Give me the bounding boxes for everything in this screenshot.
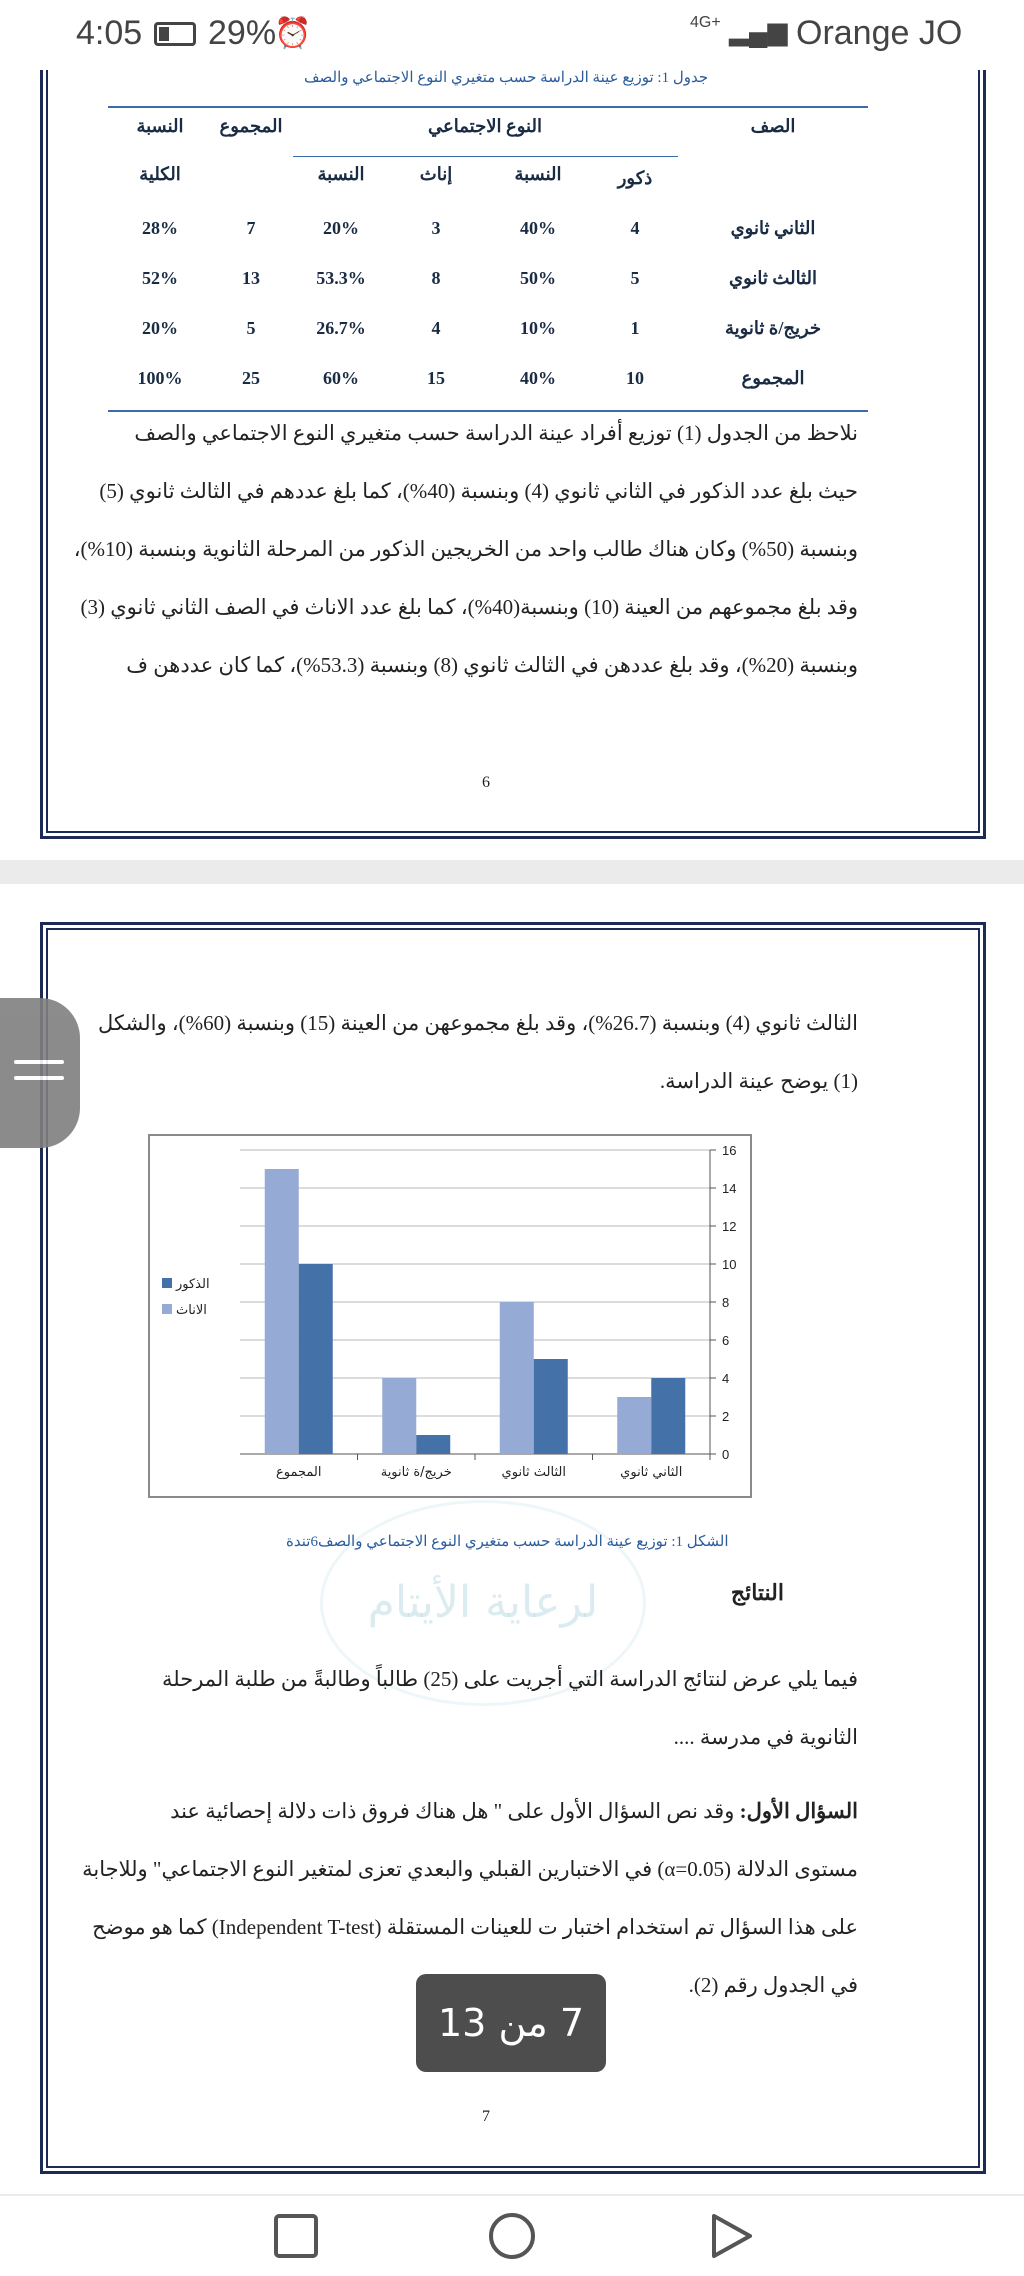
row-females-ratio: 53.3% bbox=[316, 268, 366, 288]
page-number: 7 bbox=[482, 2108, 490, 2125]
battery-level: 29% bbox=[208, 14, 277, 52]
x-tick-label: خريج/ة ثانوية bbox=[380, 1465, 452, 1480]
header-total: المجموع bbox=[219, 116, 283, 136]
bar-females bbox=[617, 1397, 651, 1454]
y-tick-label: 10 bbox=[722, 1257, 737, 1272]
carrier-name: Orange JO bbox=[796, 14, 963, 52]
clock: 4:05 bbox=[76, 14, 143, 52]
row-males-ratio: 40% bbox=[520, 368, 556, 388]
status-bar bbox=[0, 0, 1024, 70]
row-class: خريج/ة ثانوية bbox=[724, 318, 822, 338]
header-class: الصف bbox=[750, 116, 796, 136]
network-icon: $^{4G+}$ ▂▄▆ bbox=[690, 14, 788, 46]
bar-males bbox=[534, 1359, 568, 1454]
text-line bbox=[118, 1782, 858, 1840]
bar-females bbox=[500, 1302, 534, 1454]
side-drawer-handle[interactable] bbox=[0, 998, 80, 1148]
bar-chart bbox=[148, 1134, 752, 1498]
text-line: مستوى الدلالة (α=0.05) في الاختبارين القبلي والبعدي تعزى لمتغير النوع الاجتماعي" وللاجابة bbox=[82, 1857, 858, 1881]
row-total: 25 bbox=[242, 368, 260, 388]
row-class: المجموع bbox=[741, 368, 805, 388]
row-males: 10 bbox=[626, 368, 644, 388]
x-tick-label: الثالث ثانوي bbox=[501, 1465, 566, 1480]
y-tick-label: 12 bbox=[722, 1219, 737, 1234]
text-line: (1) يوضح عينة الدراسة. bbox=[659, 1069, 858, 1093]
text-line: وبنسبة (50%) وكان هناك طالب واحد من الخريجين الذكور من المرحلة الثانوية وبنسبة (10%)، bbox=[73, 537, 858, 561]
row-males: 5 bbox=[630, 268, 640, 288]
question-text: وقد نص السؤال الأول على " هل هناك فروق ذات دلالة إحصائية عند bbox=[170, 1799, 735, 1823]
header-overall-ratio: النسبة bbox=[136, 116, 184, 136]
recents-icon bbox=[276, 2216, 316, 2256]
text-line: حيث بلغ عدد الذكور في الثاني ثانوي (4) وبنسبة (40%)، كما بلغ عددهم في الثالث ثانوي (5) bbox=[99, 479, 858, 503]
y-tick-label: 16 bbox=[722, 1143, 737, 1158]
bar-males bbox=[651, 1378, 685, 1454]
row-females: 3 bbox=[431, 218, 441, 238]
y-tick-label: 4 bbox=[722, 1371, 730, 1386]
y-tick-label: 2 bbox=[722, 1409, 730, 1424]
legend-swatch bbox=[162, 1304, 172, 1314]
page-indicator: 7 من 13 bbox=[416, 1974, 606, 2072]
text-line: وبنسبة (20%)، وقد بلغ عددهن في الثالث ثانوي (8) وبنسبة (53.3%)، كما كان عددهن ف bbox=[126, 653, 858, 677]
row-males-ratio: 40% bbox=[520, 218, 556, 238]
row-females-ratio: 20% bbox=[323, 218, 359, 238]
watermark: لرعاية الأيتام bbox=[320, 1500, 646, 1706]
subheader-males: ذكور bbox=[617, 168, 653, 188]
home-icon bbox=[491, 2215, 533, 2257]
row-males: 4 bbox=[630, 218, 640, 238]
text-line: وقد بلغ مجموعهم من العينة (10) وبنسبة(40%)، كما بلغ عدد الاناث في الصف الثاني ثانوي (3) bbox=[80, 595, 858, 619]
section-heading: النتائج bbox=[730, 1580, 784, 1605]
table-caption: جدول 1: توزيع عينة الدراسة حسب متغيري النوع الاجتماعي والصف bbox=[304, 70, 709, 86]
bar-males bbox=[299, 1264, 333, 1454]
bar-females bbox=[382, 1378, 416, 1454]
document-page-6 bbox=[0, 0, 1024, 860]
row-total: 13 bbox=[242, 268, 260, 288]
recents-button[interactable] bbox=[266, 2206, 326, 2266]
back-icon bbox=[714, 2216, 750, 2256]
sample-table bbox=[108, 106, 868, 412]
row-females-ratio: 60% bbox=[323, 368, 359, 388]
row-females: 4 bbox=[431, 318, 441, 338]
chart-canvas bbox=[150, 1136, 750, 1496]
subheader-females: إناث bbox=[419, 164, 453, 184]
row-class: الثاني ثانوي bbox=[730, 218, 816, 238]
text-line: فيما يلي عرض لنتائج الدراسة التي أجريت على (25) طالباً وطالبةً من طلبة المرحلة bbox=[162, 1667, 858, 1691]
row-males: 1 bbox=[630, 318, 640, 338]
system-nav-bar bbox=[0, 2196, 1024, 2276]
row-females: 8 bbox=[431, 268, 441, 288]
row-total: 5 bbox=[246, 318, 256, 338]
alarm-icon: ⏰ bbox=[274, 17, 312, 50]
row-overall-ratio: 52% bbox=[142, 268, 178, 288]
bar-females bbox=[265, 1169, 299, 1454]
text-line: نلاحظ من الجدول (1) توزيع أفراد عينة الدراسة حسب متغيري النوع الاجتماعي والصف bbox=[134, 421, 858, 445]
legend-label: الذكور bbox=[176, 1277, 210, 1292]
y-tick-label: 6 bbox=[722, 1333, 730, 1348]
results-paragraph bbox=[118, 1650, 858, 1766]
y-tick-label: 14 bbox=[722, 1181, 737, 1196]
row-overall-ratio: 20% bbox=[142, 318, 178, 338]
x-tick-label: الثاني ثانوي bbox=[620, 1465, 683, 1480]
subheader-females-ratio: النسبة bbox=[317, 164, 365, 184]
header-gender: النوع الاجتماعي bbox=[428, 116, 542, 136]
row-overall-ratio: 28% bbox=[142, 218, 178, 238]
row-class: الثالث ثانوي bbox=[729, 268, 817, 288]
battery-icon bbox=[154, 22, 196, 46]
table-rule bbox=[293, 156, 678, 157]
row-total: 7 bbox=[246, 218, 256, 238]
network-type: 4G+ bbox=[690, 14, 721, 31]
subheader-males-ratio: النسبة bbox=[514, 164, 562, 184]
x-tick-label: المجموع bbox=[276, 1465, 322, 1480]
row-females-ratio: 26.7% bbox=[316, 318, 366, 338]
back-button[interactable] bbox=[700, 2206, 760, 2266]
text-line: الثالث ثانوي (4) وبنسبة (26.7%)، وقد بلغ مجموعهن من العينة (15) وبنسبة (60%)، والشكل bbox=[98, 1011, 858, 1035]
row-females: 15 bbox=[427, 368, 445, 388]
bar-males bbox=[416, 1435, 450, 1454]
text-line: في الجدول رقم (2). bbox=[688, 1973, 858, 1997]
header-overall-ratio-2: الكلية bbox=[139, 164, 181, 184]
y-tick-label: 8 bbox=[722, 1295, 730, 1310]
figure-caption: الشكل 1: توزيع عينة الدراسة حسب متغيري النوع الاجتماعي والصف6تندة bbox=[286, 1534, 729, 1550]
text-line: على هذا السؤال تم استخدام اختبار ت للعينات المستقلة (Independent T-test) كما هو موضح bbox=[92, 1915, 858, 1939]
page-number: 6 bbox=[482, 774, 490, 791]
legend-label: الاناث bbox=[176, 1303, 207, 1318]
intro-paragraph bbox=[98, 994, 858, 1110]
row-males-ratio: 50% bbox=[520, 268, 556, 288]
legend-swatch bbox=[162, 1278, 172, 1288]
text-line: الثانوية في مدرسة .... bbox=[673, 1725, 858, 1749]
y-tick-label: 0 bbox=[722, 1447, 730, 1462]
home-button[interactable] bbox=[482, 2206, 542, 2266]
row-males-ratio: 10% bbox=[520, 318, 556, 338]
question-label: السؤال الأول: bbox=[739, 1799, 858, 1823]
table-discussion bbox=[73, 404, 858, 694]
table-rule bbox=[108, 106, 868, 108]
row-overall-ratio: 100% bbox=[137, 368, 183, 388]
